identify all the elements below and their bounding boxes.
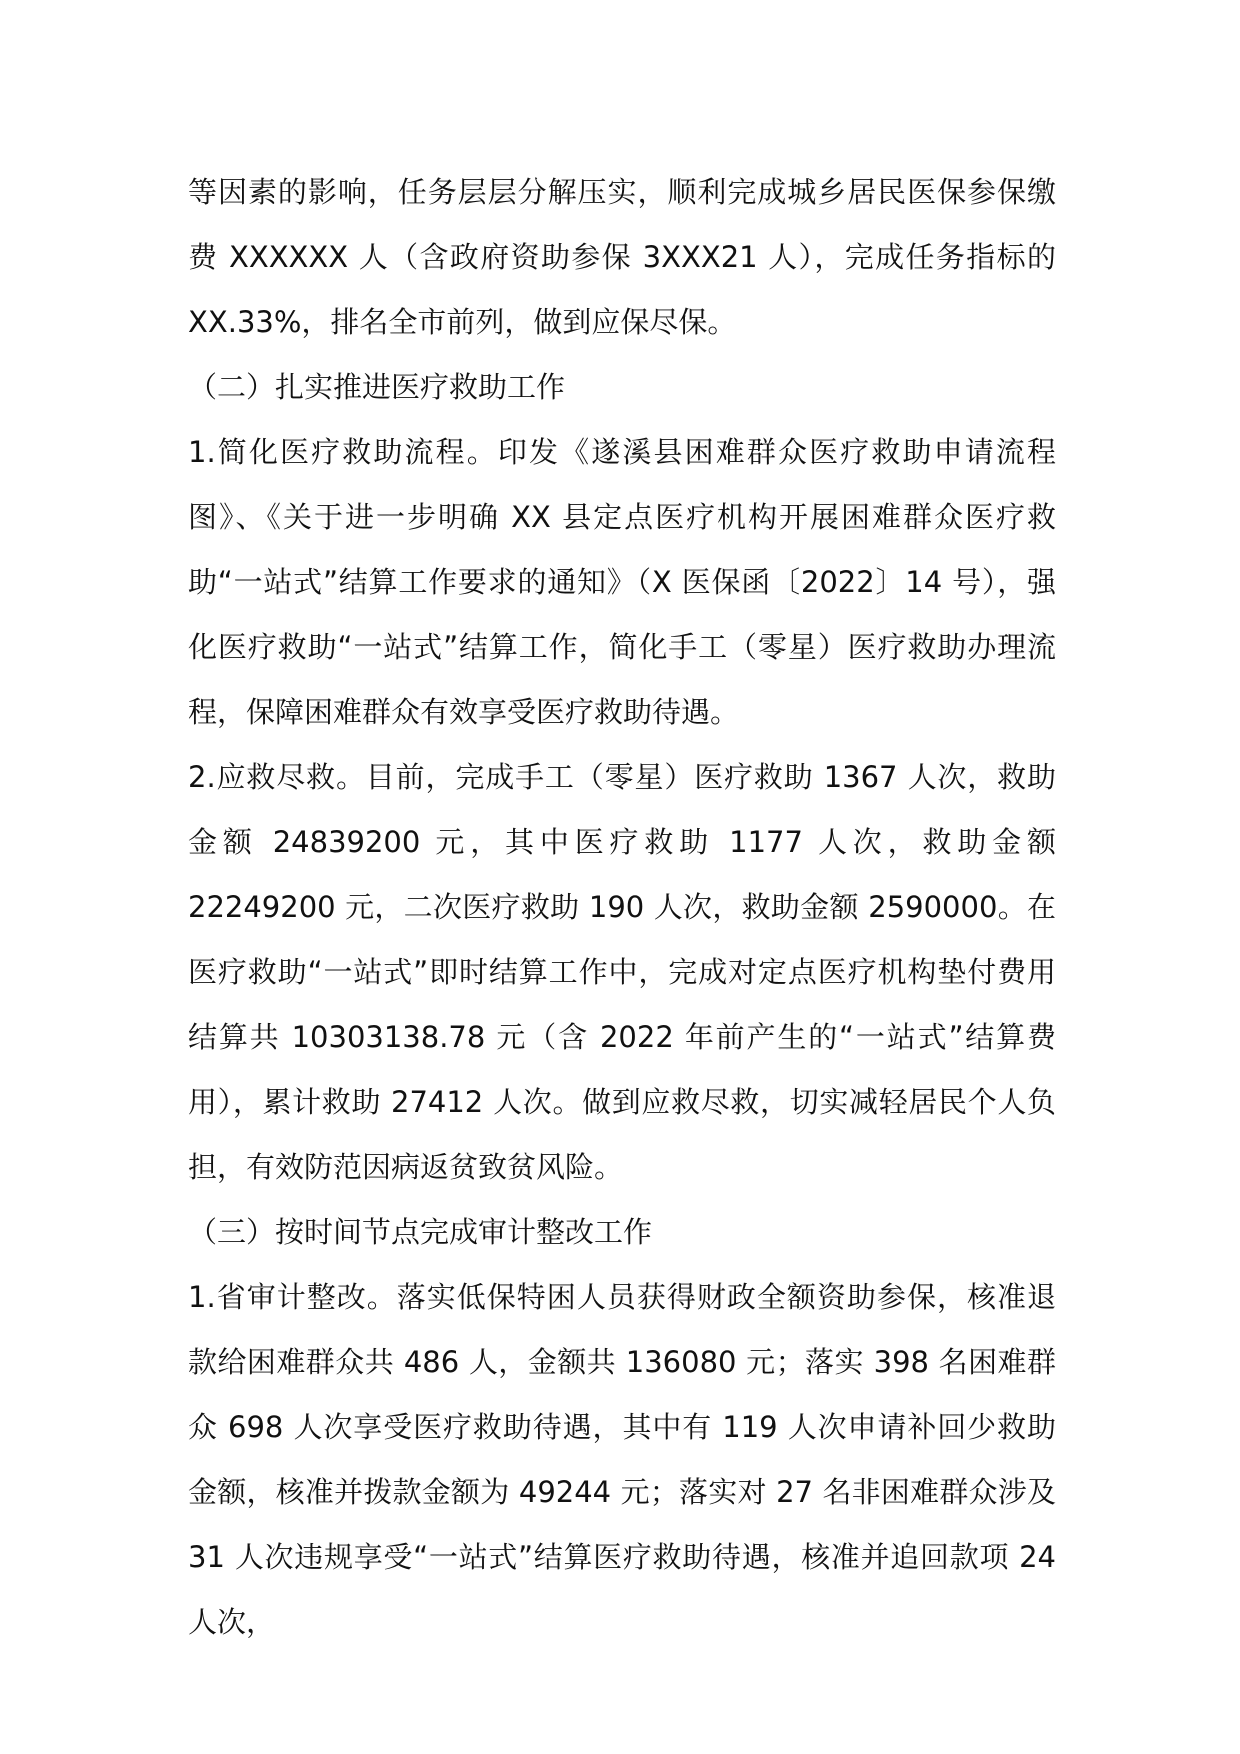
paragraph-coverage-result: 等因素的影响，任务层层分解压实，顺利完成城乡居民医保参保缴费 XXXXXX 人（含政府资助参保 3XXX21 人），完成任务指标的 XX.33%，排名全市前列，做到应保尽保。 (188, 175, 1056, 339)
paragraph-aid-statistics: 2.应救尽救。目前，完成手工（零星）医疗救助 1367 人次，救助金额 24839200 元，其中医疗救助 1177 人次，救助金额 22249200 元，二次医疗救助 190 人次，救助金额 2590000。在医疗救助“一站式”即时结算工作中，完成对定点医疗机构垫付费用结算共 10303138.78 元（含 2022 年前产生的“一站式”结算费用），累计救助 27412 人次。做到应救尽救，切实减轻居民个人负担，有效防范因病返贫致贫风险。 (188, 760, 1056, 1184)
section-heading-audit-rectification: （三）按时间节点完成审计整改工作 (188, 1215, 653, 1249)
document-page (188, 160, 1056, 1655)
paragraph-simplify-process: 1.简化医疗救助流程。印发《遂溪县困难群众医疗救助申请流程图》、《关于进一步明确 XX 县定点医疗机构开展困难群众医疗救助“一站式”结算工作要求的通知》（X 医保函〔2022〕14 号），强化医疗救助“一站式”结算工作，简化手工（零星）医疗救助办理流程，保障困难群众有效享受医疗救助待遇。 (188, 435, 1056, 729)
paragraph-provincial-audit: 1.省审计整改。落实低保特困人员获得财政全额资助参保，核准退款给困难群众共 486 人，金额共 136080 元；落实 398 名困难群众 698 人次享受医疗救助待遇，其中有 119 人次申请补回少救助金额，核准并拨款金额为 49244 元；落实对 27 名非困难群众涉及 31 人次违规享受“一站式”结算医疗救助待遇，核准并追回款项 24 人次， (188, 1280, 1056, 1639)
section-heading-medical-aid: （二）扎实推进医疗救助工作 (188, 370, 566, 404)
